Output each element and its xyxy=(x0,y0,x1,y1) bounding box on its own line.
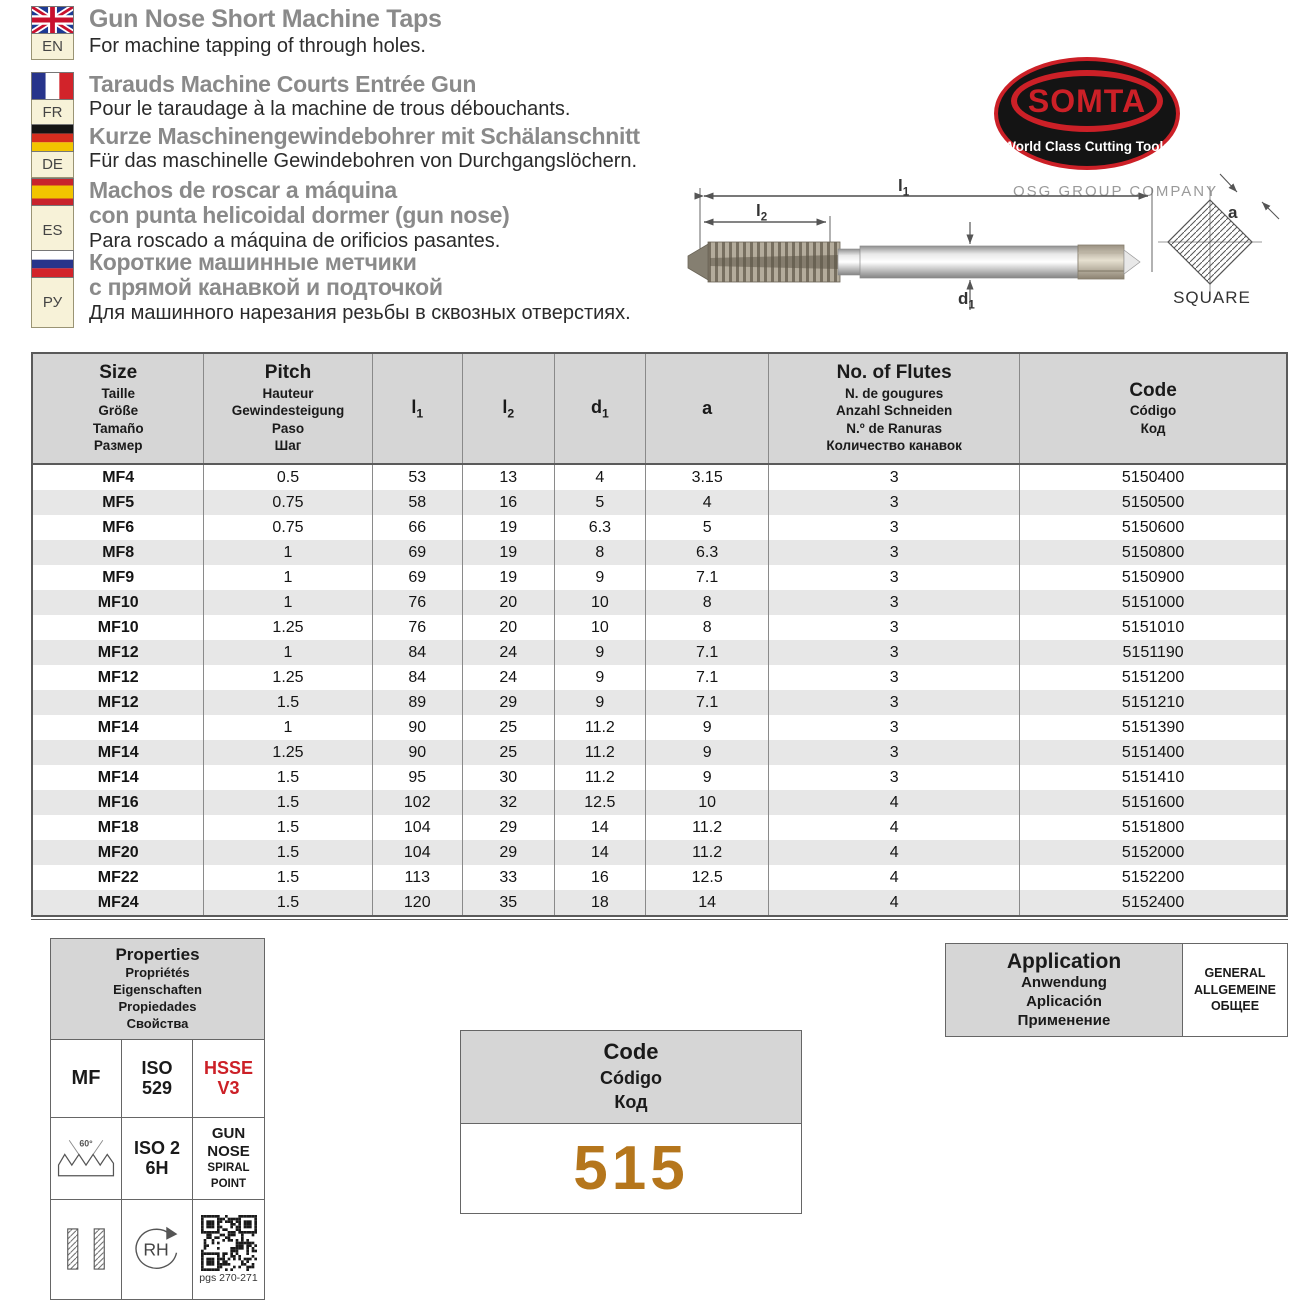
properties-header-line: Eigenschaften xyxy=(113,982,202,998)
cell-l2: 29 xyxy=(462,840,554,865)
cell-d1: 9 xyxy=(554,665,646,690)
col-header-a: a xyxy=(646,353,769,464)
flag-fr-icon xyxy=(31,72,74,100)
cell-code: 5151000 xyxy=(1020,590,1287,615)
cell-a: 11.2 xyxy=(646,815,769,840)
cell-size: MF8 xyxy=(102,543,135,561)
language-code-label: DE xyxy=(31,152,74,178)
cell-pitch: 1.25 xyxy=(204,615,372,640)
cell-d1: 14 xyxy=(554,815,646,840)
cell-pitch: 1.5 xyxy=(204,865,372,890)
cell-code: 5152200 xyxy=(1020,865,1287,890)
cell-size: MF22 xyxy=(97,868,139,886)
cell-d1: 11.2 xyxy=(554,740,646,765)
cell-l1: 76 xyxy=(372,590,462,615)
language-code-label: EN xyxy=(31,34,74,60)
properties-grid xyxy=(51,1040,264,1299)
language-block-fr xyxy=(31,72,570,126)
cell-d1: 18 xyxy=(554,890,646,916)
code-box-header xyxy=(461,1031,801,1124)
cell-d1: 9 xyxy=(554,565,646,590)
dim-label-l2: $l_2$ xyxy=(756,201,768,224)
table-underline xyxy=(31,919,1288,920)
cell-flutes: 3 xyxy=(769,515,1020,540)
properties-header-line: Propriétés xyxy=(125,965,190,981)
cell-l1: 113 xyxy=(372,865,462,890)
cell-code: 5151190 xyxy=(1020,640,1287,665)
spec-table-header xyxy=(32,353,1287,464)
cell-l1: 89 xyxy=(372,690,462,715)
series-code-value: 515 xyxy=(573,1134,689,1204)
cell-d1: 12.5 xyxy=(554,790,646,815)
cell-l2: 20 xyxy=(462,590,554,615)
code-header-line: Code xyxy=(603,1039,659,1064)
cell-pitch: 1.5 xyxy=(204,840,372,865)
cell-pitch: 0.5 xyxy=(204,464,372,490)
cell-flutes: 3 xyxy=(769,490,1020,515)
property-cell-iso-529: ISO 529 xyxy=(122,1040,193,1118)
cell-code: 5151210 xyxy=(1020,690,1287,715)
flag-de-icon xyxy=(31,124,74,152)
language-block-uk xyxy=(31,6,442,60)
application-header-line: Aplicación xyxy=(1026,993,1102,1011)
table-row xyxy=(32,790,1287,815)
through-hole-icon xyxy=(51,1200,122,1299)
language-title: Tarauds Machine Courts Entrée Gun xyxy=(89,71,477,97)
language-title: con punta helicoidal dormer (gun nose) xyxy=(89,202,510,229)
cell-size: MF14 xyxy=(97,768,139,786)
cell-pitch: 0.75 xyxy=(204,490,372,515)
svg-text:60°: 60° xyxy=(79,1138,93,1149)
language-code-label: РУ xyxy=(31,278,74,328)
property-cell-hsse-v3: HSSE V3 xyxy=(193,1040,264,1118)
properties-box xyxy=(50,938,265,1300)
cell-code: 5151390 xyxy=(1020,715,1287,740)
language-title: с прямой канавкой и подточкой xyxy=(89,274,443,301)
language-text xyxy=(89,124,640,173)
dim-label-d1: $d_1$ xyxy=(958,289,975,312)
language-text xyxy=(89,178,510,252)
application-value-line: ОБЩЕЕ xyxy=(1210,999,1260,1014)
cell-d1: 16 xyxy=(554,865,646,890)
cell-l2: 29 xyxy=(462,815,554,840)
cell-pitch: 1 xyxy=(204,715,372,740)
cell-code: 5151400 xyxy=(1020,740,1287,765)
cell-pitch: 1.5 xyxy=(204,790,372,815)
cell-l2: 13 xyxy=(462,464,554,490)
properties-header-line: Propiedades xyxy=(118,999,197,1015)
table-row xyxy=(32,464,1287,490)
cell-d1: 9 xyxy=(554,640,646,665)
cell-a: 3.15 xyxy=(646,464,769,490)
somta-logo-tagline: World Class Cutting Tools xyxy=(1003,139,1171,154)
table-row xyxy=(32,740,1287,765)
cell-a: 10 xyxy=(646,790,769,815)
cell-l2: 30 xyxy=(462,765,554,790)
cell-l2: 19 xyxy=(462,540,554,565)
cell-l1: 69 xyxy=(372,540,462,565)
cell-pitch: 1.5 xyxy=(204,890,372,916)
cell-l2: 32 xyxy=(462,790,554,815)
cell-l2: 24 xyxy=(462,665,554,690)
cell-a: 4 xyxy=(646,490,769,515)
cell-flutes: 3 xyxy=(769,590,1020,615)
osg-group-text: OSG GROUP COMPANY xyxy=(1013,183,1219,200)
cell-flutes: 3 xyxy=(769,540,1020,565)
language-title: Короткие машинные метчики xyxy=(89,249,417,275)
col-header-l2: $l_2$ xyxy=(462,353,554,464)
flag-column xyxy=(31,178,76,256)
flag-column xyxy=(31,124,76,178)
language-description: Para roscado a máquina de orificios pasantes. xyxy=(89,229,501,252)
col-header-d1: $d_1$ xyxy=(554,353,646,464)
property-cell-mf: MF xyxy=(51,1040,122,1118)
dim-label-l1: $l_1$ xyxy=(898,176,910,199)
cell-size: MF20 xyxy=(97,843,139,861)
cell-l1: 58 xyxy=(372,490,462,515)
cell-size: MF14 xyxy=(97,718,139,736)
application-value-line: ALLGEMEINE xyxy=(1194,982,1276,997)
cell-size: MF12 xyxy=(97,668,139,686)
language-code-label: FR xyxy=(31,100,74,126)
cell-l1: 53 xyxy=(372,464,462,490)
cell-size: MF4 xyxy=(102,468,135,486)
cell-l1: 102 xyxy=(372,790,462,815)
application-value-line: GENERAL xyxy=(1204,965,1266,980)
spec-table-body xyxy=(32,464,1287,916)
cell-a: 9 xyxy=(646,765,769,790)
application-header-line: Application xyxy=(1006,950,1122,974)
cell-l1: 104 xyxy=(372,815,462,840)
cell-l1: 95 xyxy=(372,765,462,790)
cell-flutes: 3 xyxy=(769,464,1020,490)
svg-text:RH: RH xyxy=(143,1239,169,1260)
cell-size: MF18 xyxy=(97,818,139,836)
cell-l2: 35 xyxy=(462,890,554,916)
language-title: Kurze Maschinengewindebohrer mit Schälanschnitt xyxy=(89,123,640,149)
application-header-line: Применение xyxy=(1017,1011,1111,1029)
cell-pitch: 1.5 xyxy=(204,690,372,715)
tap-technical-drawing xyxy=(680,172,1300,332)
cell-size: MF10 xyxy=(97,618,139,636)
cell-l2: 25 xyxy=(462,715,554,740)
cell-code: 5151200 xyxy=(1020,665,1287,690)
table-row xyxy=(32,540,1287,565)
cell-flutes: 4 xyxy=(769,865,1020,890)
cell-d1: 5 xyxy=(554,490,646,515)
cell-l1: 66 xyxy=(372,515,462,540)
cell-pitch: 1 xyxy=(204,565,372,590)
cell-a: 7.1 xyxy=(646,640,769,665)
flag-column xyxy=(31,6,76,60)
application-value xyxy=(1183,944,1287,1036)
table-row xyxy=(32,690,1287,715)
square-section-label: SQUARE xyxy=(1173,288,1251,307)
cell-code: 5151600 xyxy=(1020,790,1287,815)
cell-l2: 16 xyxy=(462,490,554,515)
cell-a: 9 xyxy=(646,715,769,740)
cell-size: MF12 xyxy=(97,693,139,711)
cell-size: MF14 xyxy=(97,743,139,761)
cell-l1: 90 xyxy=(372,715,462,740)
language-text xyxy=(89,6,442,57)
cell-a: 7.1 xyxy=(646,565,769,590)
table-row xyxy=(32,890,1287,916)
application-header xyxy=(946,944,1183,1036)
qr-caption: pgs 270-271 xyxy=(199,1271,258,1284)
somta-logo-text: SOMTA xyxy=(1027,82,1147,119)
col-header-size: Size Taille Größe Tamaño Размер xyxy=(32,353,204,464)
property-cell-gun-nose: GUN NOSE SPIRAL POINT xyxy=(193,1118,264,1200)
cell-a: 11.2 xyxy=(646,840,769,865)
cell-code: 5150600 xyxy=(1020,515,1287,540)
language-block-ru xyxy=(31,250,631,328)
thread-profile-icon xyxy=(51,1118,122,1200)
cell-code: 5150900 xyxy=(1020,565,1287,590)
cell-a: 7.1 xyxy=(646,690,769,715)
application-header-line: Anwendung xyxy=(1021,974,1107,992)
flag-column xyxy=(31,250,76,328)
properties-header xyxy=(51,939,264,1040)
table-row xyxy=(32,490,1287,515)
cell-a: 8 xyxy=(646,615,769,640)
property-cell-iso-2-6h: ISO 2 6H xyxy=(122,1118,193,1200)
rh-rotation-icon xyxy=(122,1200,193,1299)
application-box xyxy=(945,943,1288,1037)
cell-d1: 4 xyxy=(554,464,646,490)
cell-code: 5152400 xyxy=(1020,890,1287,916)
cell-l1: 84 xyxy=(372,665,462,690)
cell-pitch: 1 xyxy=(204,540,372,565)
flag-column xyxy=(31,72,76,126)
cell-pitch: 1.25 xyxy=(204,740,372,765)
properties-header-line: Properties xyxy=(115,945,200,964)
cell-d1: 11.2 xyxy=(554,715,646,740)
cell-d1: 10 xyxy=(554,615,646,640)
table-row xyxy=(32,840,1287,865)
cell-flutes: 3 xyxy=(769,740,1020,765)
language-block-es xyxy=(31,178,510,256)
cell-flutes: 3 xyxy=(769,715,1020,740)
cell-l2: 25 xyxy=(462,740,554,765)
properties-header-line: Свойства xyxy=(126,1015,189,1031)
cell-l2: 24 xyxy=(462,640,554,665)
cell-d1: 14 xyxy=(554,840,646,865)
table-row xyxy=(32,665,1287,690)
flag-ru-icon xyxy=(31,250,74,278)
cell-flutes: 4 xyxy=(769,790,1020,815)
cell-a: 7.1 xyxy=(646,665,769,690)
code-header-line: Código xyxy=(600,1067,662,1088)
table-row xyxy=(32,640,1287,665)
table-row xyxy=(32,515,1287,540)
flag-uk-icon xyxy=(31,6,74,34)
cell-size: MF10 xyxy=(97,593,139,611)
language-text xyxy=(89,250,631,324)
table-row xyxy=(32,590,1287,615)
cell-l1: 76 xyxy=(372,615,462,640)
col-header-flutes: No. of Flutes N. de gougures Anzahl Schneiden N.º de Ranuras Количество канавок xyxy=(769,353,1020,464)
language-block-de xyxy=(31,124,640,178)
cell-a: 9 xyxy=(646,740,769,765)
cell-pitch: 1.25 xyxy=(204,665,372,690)
cell-flutes: 3 xyxy=(769,615,1020,640)
code-box xyxy=(460,1030,802,1214)
code-header-line: Код xyxy=(614,1091,648,1112)
cell-flutes: 3 xyxy=(769,690,1020,715)
cell-d1: 9 xyxy=(554,690,646,715)
cell-d1: 8 xyxy=(554,540,646,565)
cell-size: MF5 xyxy=(102,493,135,511)
cell-pitch: 1 xyxy=(204,590,372,615)
cell-size: MF24 xyxy=(97,893,139,911)
cell-code: 5151410 xyxy=(1020,765,1287,790)
cell-l2: 29 xyxy=(462,690,554,715)
cell-l2: 19 xyxy=(462,515,554,540)
language-code-label: ES xyxy=(31,206,74,256)
cell-pitch: 1 xyxy=(204,640,372,665)
cell-a: 5 xyxy=(646,515,769,540)
cell-size: MF6 xyxy=(102,518,135,536)
qr-code-icon xyxy=(193,1200,264,1299)
cell-flutes: 3 xyxy=(769,665,1020,690)
language-description: Pour le taraudage à la machine de trous débouchants. xyxy=(89,98,571,121)
table-row xyxy=(32,715,1287,740)
cell-d1: 11.2 xyxy=(554,765,646,790)
cell-code: 5150800 xyxy=(1020,540,1287,565)
cell-d1: 6.3 xyxy=(554,515,646,540)
cell-l2: 20 xyxy=(462,615,554,640)
cell-flutes: 4 xyxy=(769,840,1020,865)
cell-flutes: 3 xyxy=(769,640,1020,665)
table-row xyxy=(32,865,1287,890)
cell-code: 5152000 xyxy=(1020,840,1287,865)
cell-flutes: 4 xyxy=(769,890,1020,916)
somta-logo xyxy=(994,57,1180,173)
language-description: For machine tapping of through holes. xyxy=(89,34,426,57)
cell-pitch: 1.5 xyxy=(204,765,372,790)
cell-l1: 69 xyxy=(372,565,462,590)
somta-logo-ring xyxy=(1011,70,1163,132)
table-row xyxy=(32,565,1287,590)
col-header-l1: $l_1$ xyxy=(372,353,462,464)
cell-l1: 90 xyxy=(372,740,462,765)
cell-size: MF16 xyxy=(97,793,139,811)
table-row xyxy=(32,765,1287,790)
cell-code: 5150500 xyxy=(1020,490,1287,515)
cell-size: MF9 xyxy=(102,568,135,586)
cell-size: MF12 xyxy=(97,643,139,661)
spec-table xyxy=(31,352,1288,917)
cell-flutes: 4 xyxy=(769,815,1020,840)
cell-code: 5151010 xyxy=(1020,615,1287,640)
language-text xyxy=(89,72,570,121)
cell-l1: 120 xyxy=(372,890,462,916)
language-description: Для машинного нарезания резьбы в сквозных отверстиях. xyxy=(89,301,631,324)
cell-a: 14 xyxy=(646,890,769,916)
table-row xyxy=(32,815,1287,840)
cell-a: 12.5 xyxy=(646,865,769,890)
cell-pitch: 1.5 xyxy=(204,815,372,840)
col-header-pitch: Pitch Hauteur Gewindesteigung Paso Шаг xyxy=(204,353,372,464)
table-row xyxy=(32,615,1287,640)
flag-es-icon xyxy=(31,178,74,206)
cell-l1: 104 xyxy=(372,840,462,865)
cell-l1: 84 xyxy=(372,640,462,665)
somta-logo-oval xyxy=(994,57,1180,170)
cell-code: 5150400 xyxy=(1020,464,1287,490)
cell-flutes: 3 xyxy=(769,565,1020,590)
dim-label-a: a xyxy=(1228,203,1238,222)
language-description: Für das maschinelle Gewindebohren von Durchgangslöchern. xyxy=(89,150,638,173)
cell-d1: 10 xyxy=(554,590,646,615)
cell-a: 8 xyxy=(646,590,769,615)
language-title: Machos de roscar a máquina xyxy=(89,177,397,203)
cell-a: 6.3 xyxy=(646,540,769,565)
cell-l2: 33 xyxy=(462,865,554,890)
language-title: Gun Nose Short Machine Taps xyxy=(89,5,442,33)
col-header-code: Code Código Код xyxy=(1020,353,1287,464)
cell-l2: 19 xyxy=(462,565,554,590)
cell-code: 5151800 xyxy=(1020,815,1287,840)
cell-pitch: 0.75 xyxy=(204,515,372,540)
cell-flutes: 3 xyxy=(769,765,1020,790)
